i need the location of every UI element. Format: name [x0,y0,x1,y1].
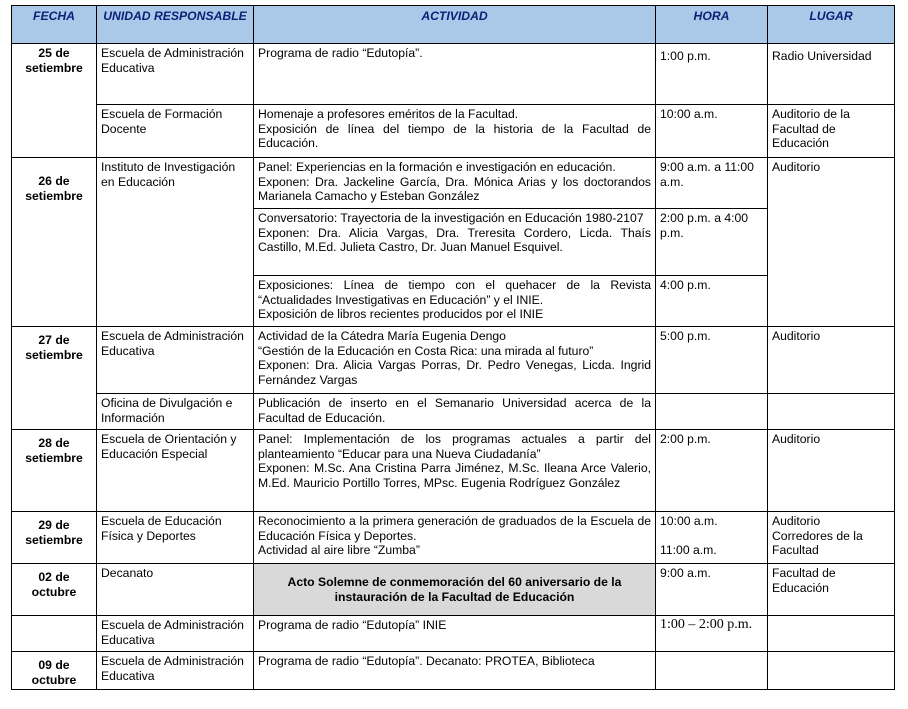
activity-cell-highlight [254,564,656,616]
header-row [12,6,895,44]
activity-line: Actividad de la Cátedra María Eugenia Dengo [258,329,506,343]
activity-cell [254,512,656,564]
time-cell: 2:00 p.m. [656,430,768,512]
place-cell: Radio Universidad [768,44,895,105]
activity-line: Exponen: Dra. Jackeline García, Dra. Mónica Arias y los doctorandos Marianela Camacho y Esteban González [258,174,651,204]
activity-cell [254,158,656,209]
activity-line: Programa de radio “Edutopía” INIE [258,618,447,632]
place-cell [768,512,895,564]
activity-cell [254,44,656,105]
header-lugar: LUGAR [768,6,895,44]
place-line: Corredores de la Facultad [772,528,863,558]
unit-cell: Oficina de Divulgación e Información [97,394,254,430]
activity-line: Panel: Experiencias en la formación e investigación en educación. [258,160,616,174]
date-cell: 29 de setiembre [12,512,97,564]
place-cell: Auditorio [768,158,895,327]
time-cell [656,652,768,690]
header-hora: HORA [656,6,768,44]
activity-line: Actividad al aire libre “Zumba” [258,543,420,558]
unit-cell: Escuela de Administración Educativa [97,616,254,652]
date-cell: 26 de setiembre [12,158,97,327]
unit-cell: Escuela de Formación Docente [97,105,254,158]
unit-cell: Escuela de Orientación y Educación Especial [97,430,254,512]
time-cell: 9:00 a.m. [656,564,768,616]
unit-cell: Escuela de Administración Educativa [97,44,254,105]
place-cell: Auditorio [768,327,895,394]
activity-cell [254,616,656,652]
place-cell: Auditorio de la Facultad de Educación [768,105,895,158]
time-cell [656,512,768,564]
time-cell: 5:00 p.m. [656,327,768,394]
table-row [12,430,895,512]
table-row [12,394,895,430]
schedule-table [11,5,895,690]
table-row [12,616,895,652]
header-unidad: UNIDAD RESPONSABLE [97,6,254,44]
activity-line: Exponen: M.Sc. Ana Cristina Parra Jiménez, M.Sc. Ileana Arce Valerio, M.Ed. Mauricio Portillo Torres, MPsc. Eugenia Rodríguez González [258,461,651,490]
date-cell: 27 de setiembre [12,327,97,430]
activity-line: Panel: Implementación de los programas actuales a partir del planteamiento “Educar para una Nueva Ciudadanía” [258,432,651,461]
time-line: 10:00 a.m. [660,514,718,528]
unit-cell: Escuela de Educación Física y Deportes [97,512,254,564]
activity-line: Acto Solemne de conmemoración del 60 aniversario de la instauración de la Facultad de Educación [287,574,622,604]
header-actividad: ACTIVIDAD [254,6,656,44]
activity-cell [254,209,656,276]
time-cell: 2:00 p.m. a 4:00 p.m. [656,209,768,276]
activity-line: Exposición de libros recientes producidos por el INIE [258,307,544,322]
time-cell [656,394,768,430]
activity-cell [254,394,656,430]
time-cell: 4:00 p.m. [656,276,768,327]
activity-cell [254,652,656,690]
activity-line: Exponen: Dra. Alicia Vargas Porras, Dr. Pedro Venegas, Licda. Ingrid Fernández Vargas [258,358,651,387]
time-cell: 9:00 a.m. a 11:00 a.m. [656,158,768,209]
time-line: 11:00 a.m. [660,542,717,557]
date-cell: 25 de setiembre [12,44,97,158]
table-row [12,44,895,105]
table-row [12,652,895,690]
table-row [12,327,895,394]
header-fecha: FECHA [12,6,97,44]
date-cell: 28 de setiembre [12,430,97,512]
unit-cell: Escuela de Administración Educativa [97,652,254,690]
date-cell [12,616,97,652]
place-line: Auditorio [772,514,821,528]
date-cell: 02 de octubre [12,564,97,616]
table-row [12,512,895,564]
activity-line: Exposición de línea del tiempo de la historia de la Facultad de Educación. [258,121,651,151]
activity-line: Exponen: Dra. Alicia Vargas, Dra. Treresita Cordero, Licda. Thaís Castillo, M.Ed. Julieta Castro, Dr. Juan Manuel Esquivel. [258,225,651,255]
activity-cell [254,105,656,158]
place-cell [768,616,895,652]
unit-cell: Instituto de Investigación en Educación [97,158,254,327]
activity-line: Programa de radio “Edutopía”. [258,46,423,60]
time-cell: 1:00 – 2:00 p.m. [656,616,768,652]
activity-line: Exposiciones: Línea de tiempo con el quehacer de la Revista “Actualidades Investigativas en Educación” y el INIE. [258,278,651,307]
date-cell: 09 de octubre [12,652,97,690]
activity-line: Homenaje a profesores eméritos de la Facultad. [258,107,519,121]
activity-line: “Gestión de la Educación en Costa Rica: una mirada al futuro” [258,343,594,358]
time-cell: 1:00 p.m. [656,44,768,105]
table-row [12,158,895,209]
table-row [12,564,895,616]
place-cell: Facultad de Educación [768,564,895,616]
activity-cell [254,430,656,512]
place-cell [768,394,895,430]
unit-cell: Decanato [97,564,254,616]
place-cell [768,652,895,690]
activity-line: Programa de radio “Edutopía”. Decanato: PROTEA, Biblioteca [258,654,595,668]
activity-line: Reconocimiento a la primera generación de graduados de la Escuela de Educación Física y Deportes. [258,514,651,543]
unit-cell: Escuela de Administración Educativa [97,327,254,394]
activity-line: Conversatorio: Trayectoria de la investigación en Educación 1980-2107 [258,211,644,225]
activity-line: Publicación de inserto en el Semanario Universidad acerca de la Facultad de Educación. [258,396,651,425]
time-cell: 10:00 a.m. [656,105,768,158]
table-row [12,105,895,158]
activity-cell [254,327,656,394]
activity-cell [254,276,656,327]
place-cell: Auditorio [768,430,895,512]
